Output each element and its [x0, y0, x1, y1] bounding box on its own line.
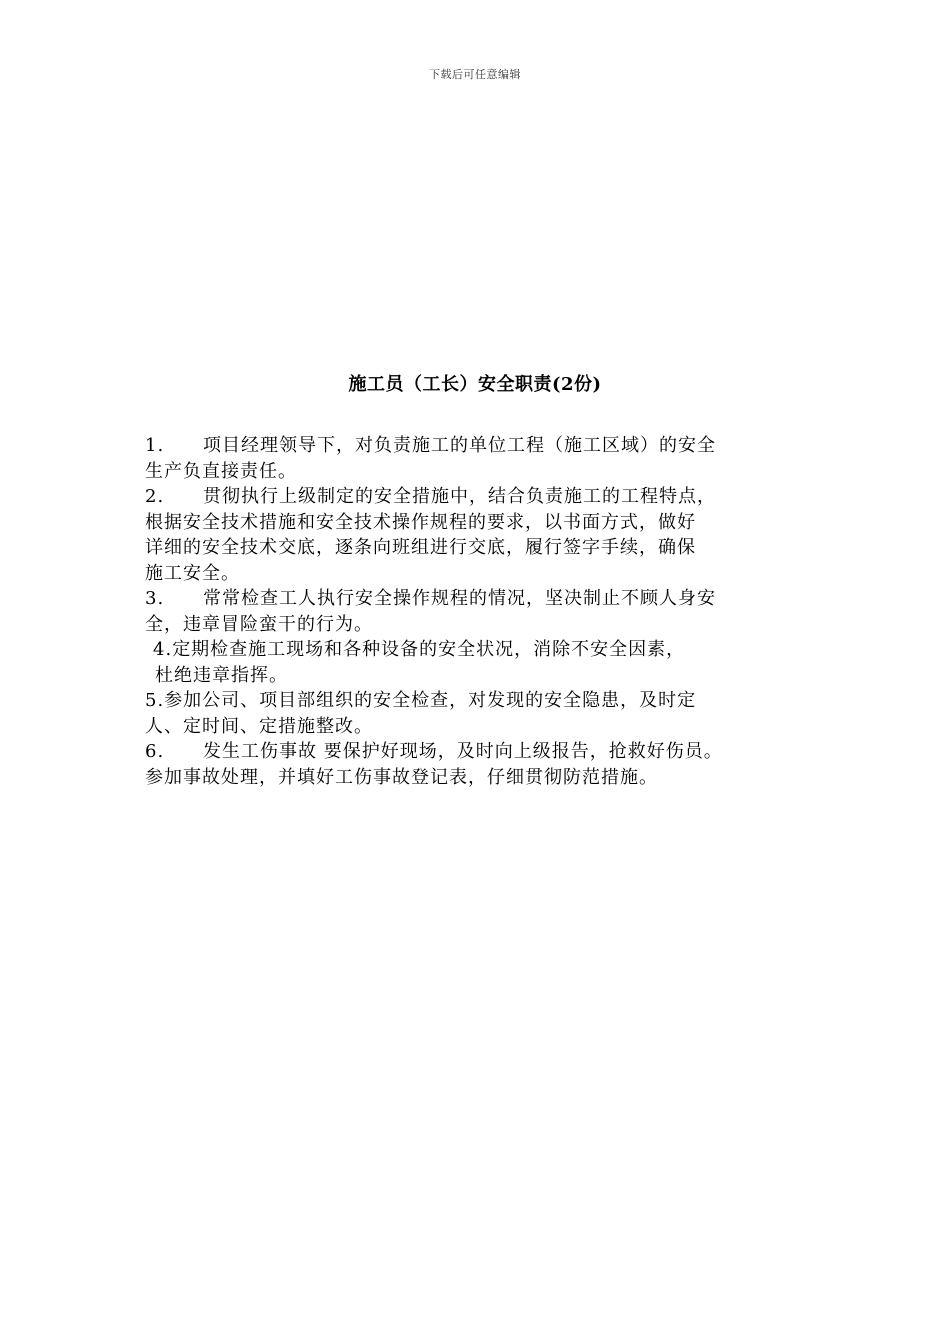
list-item-4-line-1	[145, 637, 825, 663]
list-item-3-line-2	[145, 612, 825, 638]
item-number: 3.	[145, 588, 165, 609]
list-item-2-line-1	[145, 484, 825, 510]
item-number: 1.	[145, 435, 165, 456]
header-note: 下载后可任意编辑	[429, 68, 521, 81]
item-number: 2.	[145, 486, 165, 507]
list-item-1-line-2	[145, 459, 825, 485]
list-item-6-line-2	[145, 765, 825, 791]
list-item-4-line-2	[145, 663, 825, 689]
duty-list	[145, 433, 825, 790]
item-text: 参加公司、项目部组织的安全检查，对发现的安全隐患，及时定	[164, 690, 697, 711]
list-item-6-line-1	[145, 739, 825, 765]
item-text: 根据安全技术措施和安全技术操作规程的要求，以书面方式，做好	[145, 511, 696, 533]
item-text: 施工安全。	[145, 562, 240, 584]
list-item-2-line-3	[145, 535, 825, 561]
list-item-2-line-4	[145, 561, 825, 587]
list-item-2-line-2	[145, 510, 825, 536]
document-title: 施工员（工长）安全职责(2份)	[348, 374, 602, 395]
item-number: 4.	[153, 639, 173, 660]
item-text: 贯彻执行上级制定的安全措施中，结合负责施工的工程特点，	[203, 486, 716, 507]
item-text: 生产负直接责任。	[145, 460, 297, 482]
item-text: 参加事故处理，并填好工伤事故登记表，仔细贯彻防范措施。	[145, 766, 658, 788]
list-item-5-line-2	[145, 714, 825, 740]
item-number: 5.	[145, 690, 165, 711]
list-item-1-line-1	[145, 433, 825, 459]
item-text: 定期检查施工现场和各种设备的安全状况，消除不安全因素，	[172, 639, 686, 660]
item-text: 全，违章冒险蛮干的行为。	[145, 613, 373, 635]
item-text: 详细的安全技术交底，逐条向班组进行交底，履行签字手续，确保	[145, 537, 696, 558]
list-item-3-line-1	[145, 586, 825, 612]
item-text: 项目经理领导下，对负责施工的单位工程（施工区域）的安全	[203, 435, 716, 456]
item-text: 人、定时间、定措施整改。	[145, 715, 373, 737]
item-number: 6.	[145, 741, 165, 762]
item-text: 发生工伤事故 要保护好现场，及时向上级报告，抢救好伤员。	[203, 741, 723, 762]
item-text: 常常检查工人执行安全操作规程的情况，坚决制止不顾人身安	[203, 588, 716, 609]
list-item-5-line-1	[145, 688, 825, 714]
item-text: 杜绝违章指挥。	[155, 664, 288, 686]
